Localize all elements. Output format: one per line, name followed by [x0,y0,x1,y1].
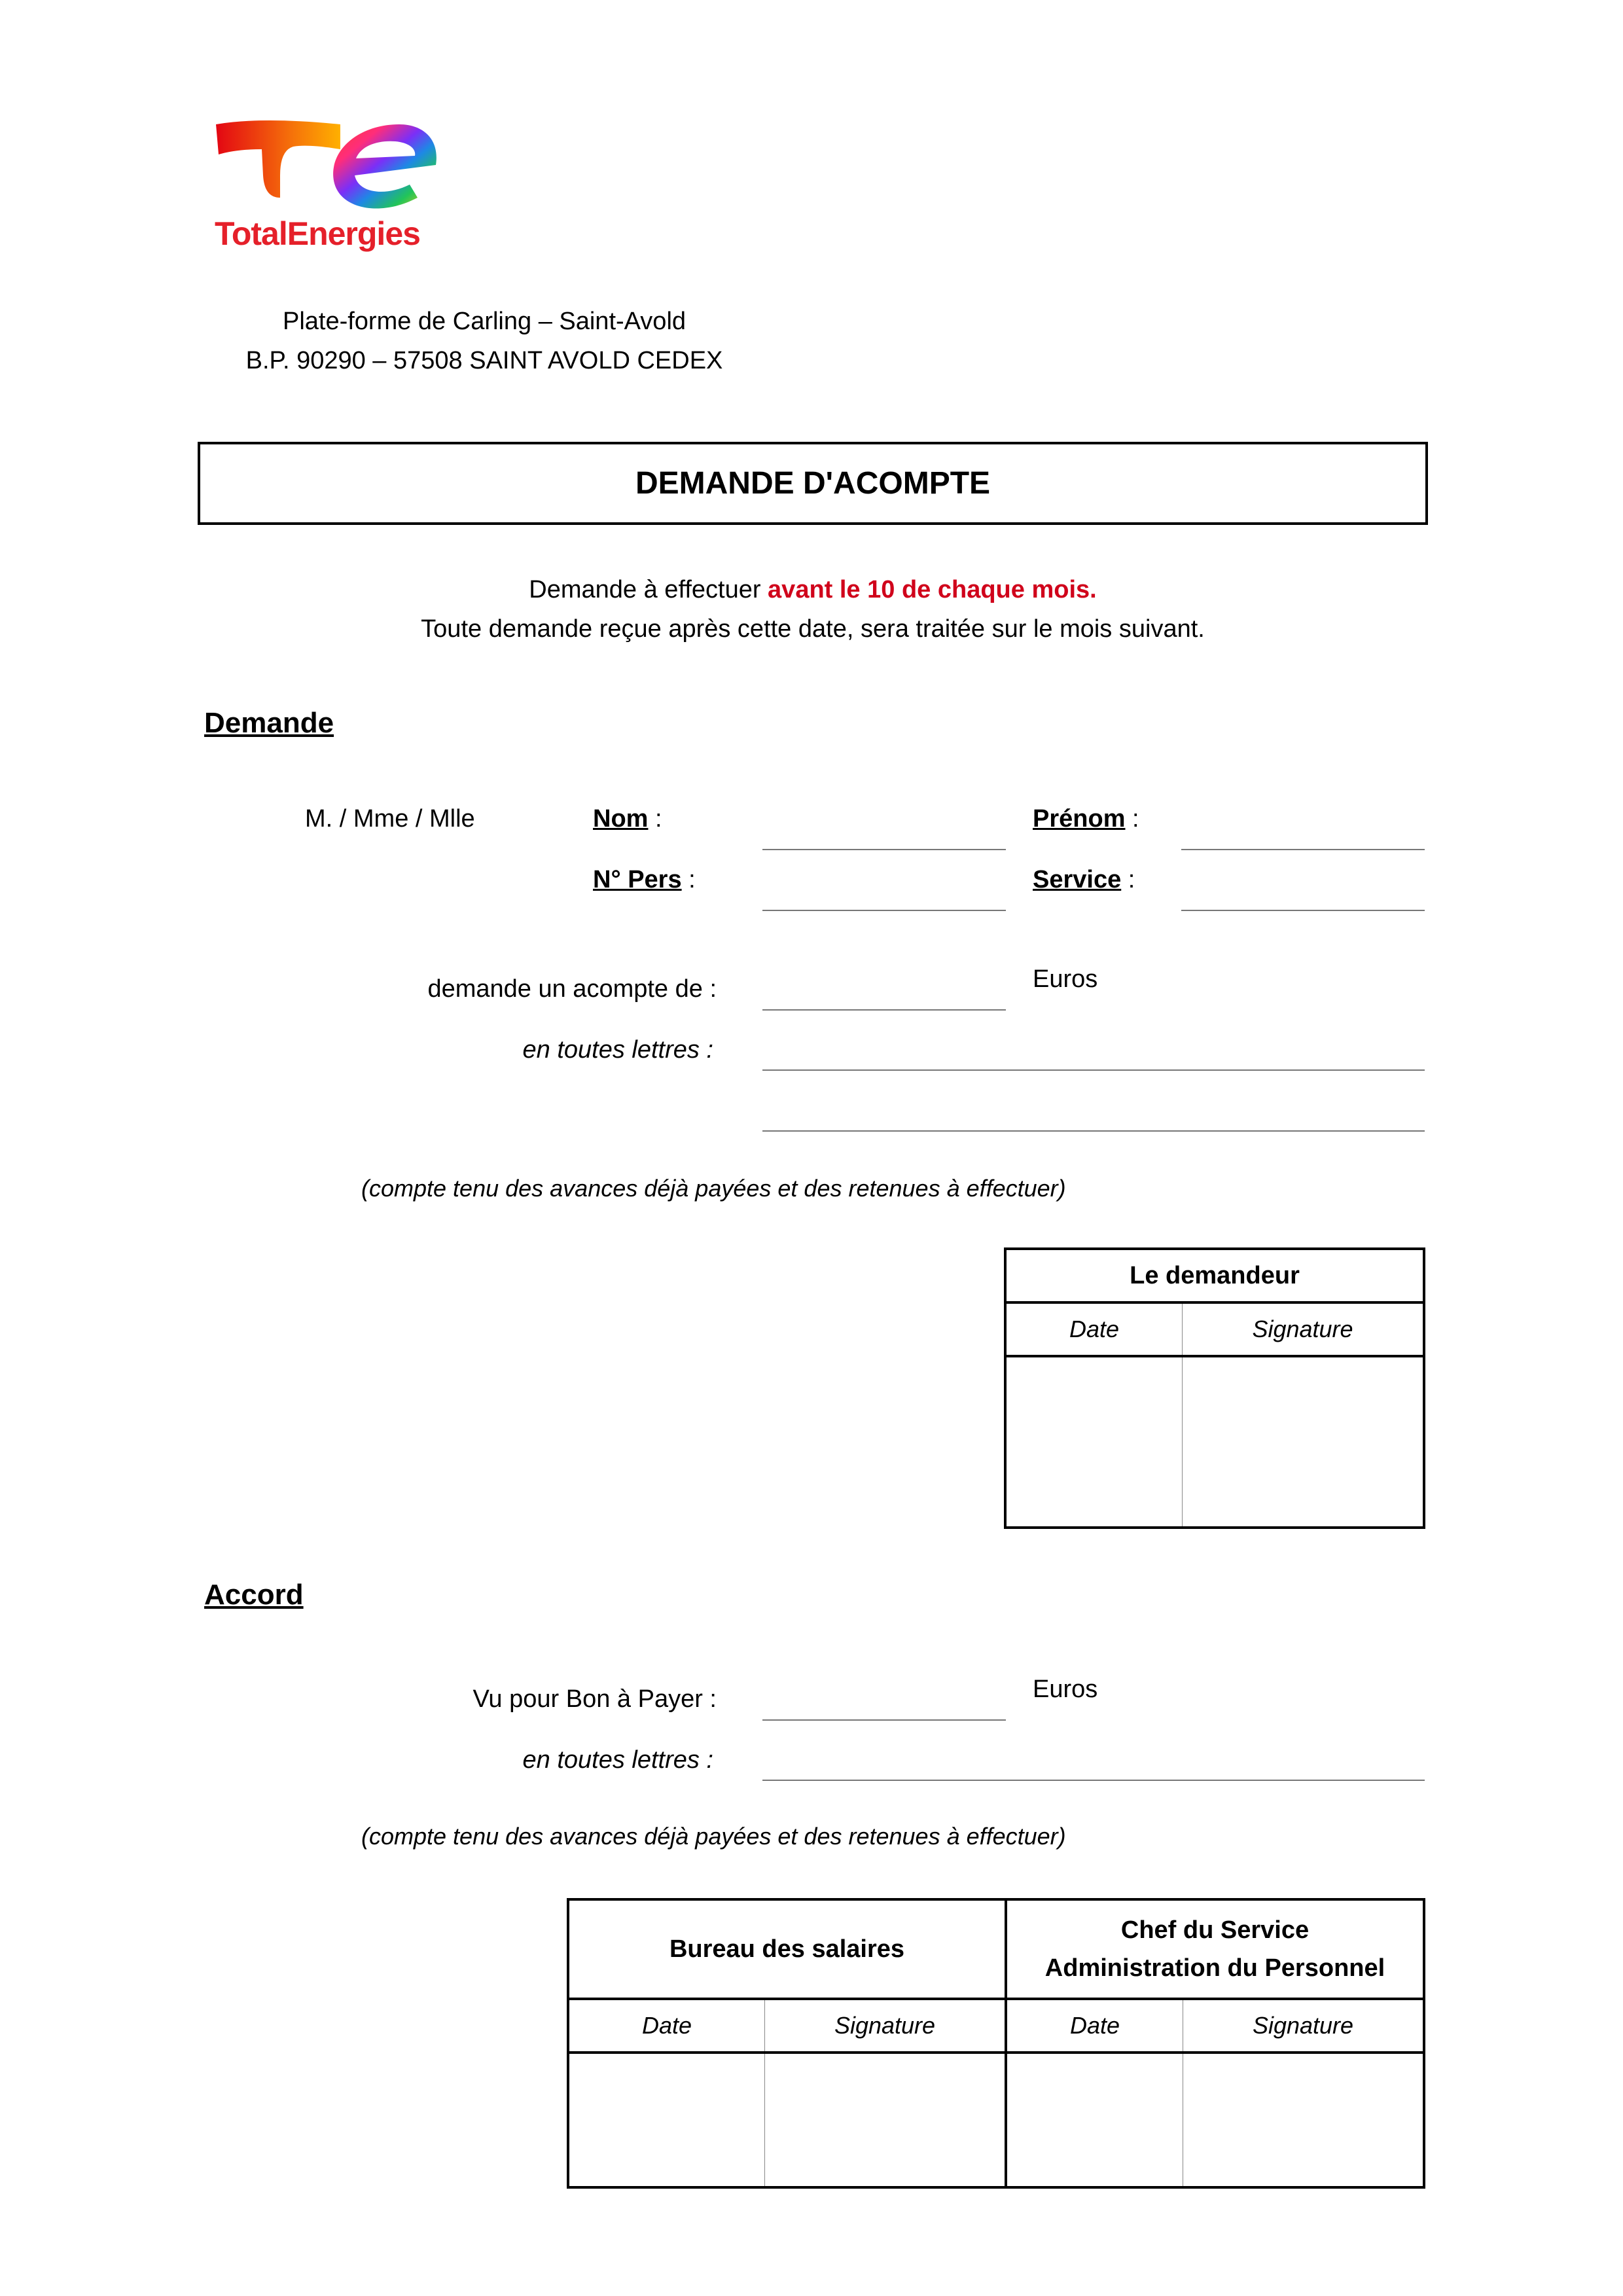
demandeur-date-header: Date [1005,1302,1183,1356]
nom-field[interactable] [762,849,1006,850]
service-label [1033,866,1135,894]
notice-line-2: Toute demande reçue après cette date, sera traitée sur le mois suivant. [421,615,1205,643]
bureau-date-header: Date [568,1999,765,2053]
npers-field[interactable] [762,910,1006,911]
amount-label: demande un acompte de : [427,975,717,1003]
accord-letters-label: en toutes lettres : [522,1746,713,1774]
title-box [198,442,1428,525]
demandeur-date-cell[interactable] [1005,1356,1183,1528]
letters-field-2[interactable] [762,1130,1425,1132]
demandeur-signature-header: Signature [1183,1302,1425,1356]
colon: : [655,805,662,833]
chef-service-title [1006,1899,1424,1999]
bon-a-payer-field[interactable] [762,1719,1006,1721]
demandeur-signature-cell[interactable] [1183,1356,1425,1528]
section-heading-demande: Demande [204,707,334,739]
chef-signature-cell[interactable] [1183,2053,1425,2187]
chef-date-cell[interactable] [1006,2053,1183,2187]
bureau-date-cell[interactable] [568,2053,765,2187]
bon-a-payer-label: Vu pour Bon à Payer : [473,1685,717,1713]
nom-label [593,805,662,833]
prenom-label-text: Prénom [1033,805,1126,833]
prenom-field[interactable] [1181,849,1425,850]
notice-deadline: avant le 10 de chaque mois. [768,576,1097,603]
service-field[interactable] [1181,910,1425,911]
chef-service-title-line2: Administration du Personnel [1044,1954,1385,1982]
chef-service-title-line1: Chef du Service [1120,1916,1310,1944]
chef-signature-header: Signature [1183,1999,1425,2053]
page-title: DEMANDE D'ACOMPTE [635,466,991,501]
company-logo [209,98,458,262]
npers-label-text: N° Pers [593,866,682,893]
bureau-signature-cell[interactable] [765,2053,1007,2187]
prenom-label [1033,805,1139,833]
amount-field[interactable] [762,1009,1006,1011]
colon: : [1128,866,1135,893]
demandeur-table-title: Le demandeur [1005,1249,1424,1302]
notice-prefix: Demande à effectuer [529,576,768,603]
demande-note: (compte tenu des avances déjà payées et des retenues à effectuer) [361,1175,1066,1202]
address-line-1: Plate-forme de Carling – Saint-Avold [282,308,687,335]
section-heading-accord: Accord [204,1579,304,1611]
demandeur-signature-table [1004,1247,1425,1529]
bureau-salaires-title: Bureau des salaires [568,1899,1006,1999]
letters-label: en toutes lettres : [522,1036,713,1064]
address-line-2: B.P. 90290 – 57508 SAINT AVOLD CEDEX [245,347,723,374]
npers-label [593,866,696,894]
chef-date-header: Date [1006,1999,1183,2053]
bureau-signature-header: Signature [765,1999,1007,2053]
letters-field-1[interactable] [762,1069,1425,1071]
accord-letters-field[interactable] [762,1780,1425,1781]
currency-label: Euros [1033,965,1098,993]
accord-note: (compte tenu des avances déjà payées et des retenues à effectuer) [361,1823,1066,1850]
colon: : [688,866,696,893]
service-label-text: Service [1033,866,1122,893]
accord-signature-table [567,1898,1425,2189]
logo-text: TotalEnergies [215,215,420,252]
logo-mark-icon [209,98,458,223]
colon: : [1132,805,1139,833]
notice-line-1 [198,576,1428,604]
nom-label-text: Nom [593,805,649,833]
civility-label: M. / Mme / Mlle [305,805,475,833]
accord-currency-label: Euros [1033,1676,1098,1703]
